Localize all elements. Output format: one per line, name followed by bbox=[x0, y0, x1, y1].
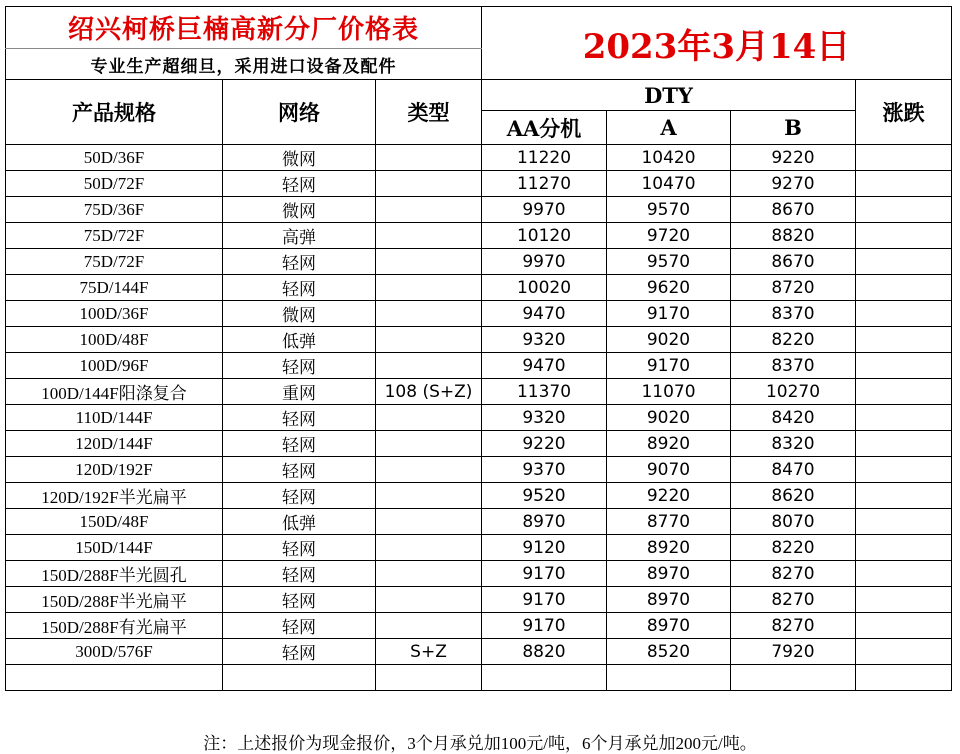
cell-spec: 150D/288F有光扁平 bbox=[6, 613, 223, 639]
cell-type bbox=[376, 145, 482, 171]
cell-price-aa: 8970 bbox=[482, 509, 607, 535]
cell-change bbox=[856, 535, 952, 561]
cell-spec: 150D/48F bbox=[6, 509, 223, 535]
cell-price-b: 8420 bbox=[731, 405, 856, 431]
cell-type bbox=[376, 171, 482, 197]
cell-price-b: 8370 bbox=[731, 353, 856, 379]
cell-price-b: 9220 bbox=[731, 145, 856, 171]
cell-price-aa: 11370 bbox=[482, 379, 607, 405]
cell-price-aa: 9970 bbox=[482, 197, 607, 223]
table-row bbox=[6, 509, 952, 535]
col-header-change: 涨跌 bbox=[856, 80, 952, 145]
cell-price-a: 9170 bbox=[607, 353, 731, 379]
cell-change bbox=[856, 223, 952, 249]
cell-network: 微网 bbox=[223, 197, 376, 223]
cell-network: 轻网 bbox=[223, 431, 376, 457]
empty-cell bbox=[6, 665, 223, 691]
cell-change bbox=[856, 587, 952, 613]
cell-price-aa: 9170 bbox=[482, 613, 607, 639]
cell-price-b: 8220 bbox=[731, 327, 856, 353]
table-row bbox=[6, 275, 952, 301]
cell-spec: 150D/144F bbox=[6, 535, 223, 561]
empty-cell bbox=[376, 665, 482, 691]
cell-spec: 75D/36F bbox=[6, 197, 223, 223]
col-header-aa: AA分机 bbox=[482, 111, 607, 145]
cell-change bbox=[856, 145, 952, 171]
cell-network: 轻网 bbox=[223, 249, 376, 275]
empty-cell bbox=[223, 665, 376, 691]
cell-price-aa: 9320 bbox=[482, 405, 607, 431]
cell-price-aa: 9220 bbox=[482, 431, 607, 457]
empty-cell bbox=[731, 665, 856, 691]
cell-price-aa: 11270 bbox=[482, 171, 607, 197]
cell-price-a: 9720 bbox=[607, 223, 731, 249]
cell-change bbox=[856, 561, 952, 587]
cell-type bbox=[376, 483, 482, 509]
table-row bbox=[6, 587, 952, 613]
cell-network: 轻网 bbox=[223, 171, 376, 197]
cell-type bbox=[376, 457, 482, 483]
cell-spec: 300D/576F bbox=[6, 639, 223, 665]
col-header-b: B bbox=[731, 111, 856, 145]
cell-spec: 120D/192F半光扁平 bbox=[6, 483, 223, 509]
cell-price-aa: 10120 bbox=[482, 223, 607, 249]
table-row bbox=[6, 301, 952, 327]
cell-price-b: 8470 bbox=[731, 457, 856, 483]
cell-price-aa: 9970 bbox=[482, 249, 607, 275]
cell-change bbox=[856, 483, 952, 509]
cell-price-b: 9270 bbox=[731, 171, 856, 197]
cell-price-aa: 9470 bbox=[482, 301, 607, 327]
cell-spec: 50D/36F bbox=[6, 145, 223, 171]
table-row bbox=[6, 535, 952, 561]
cell-type bbox=[376, 353, 482, 379]
table-row bbox=[6, 405, 952, 431]
page-subtitle: 专业生产超细旦，采用进口设备及配件 bbox=[6, 49, 482, 80]
cell-price-b: 8720 bbox=[731, 275, 856, 301]
cell-price-b: 8620 bbox=[731, 483, 856, 509]
cell-price-a: 8970 bbox=[607, 587, 731, 613]
cell-price-b: 8070 bbox=[731, 509, 856, 535]
cell-price-aa: 9120 bbox=[482, 535, 607, 561]
cell-price-a: 8920 bbox=[607, 431, 731, 457]
table-row bbox=[6, 379, 952, 405]
cell-price-a: 9620 bbox=[607, 275, 731, 301]
cell-type bbox=[376, 275, 482, 301]
cell-spec: 150D/288F半光圆孔 bbox=[6, 561, 223, 587]
cell-price-a: 9020 bbox=[607, 327, 731, 353]
cell-price-a: 8970 bbox=[607, 613, 731, 639]
page-title: 绍兴柯桥巨楠高新分厂价格表 bbox=[6, 7, 482, 49]
cell-change bbox=[856, 431, 952, 457]
cell-price-b: 8320 bbox=[731, 431, 856, 457]
cell-price-aa: 11220 bbox=[482, 145, 607, 171]
cell-price-a: 9570 bbox=[607, 249, 731, 275]
table-row bbox=[6, 639, 952, 665]
cell-change bbox=[856, 405, 952, 431]
header-row-1 bbox=[6, 80, 952, 111]
cell-change bbox=[856, 197, 952, 223]
cell-spec: 100D/144F阳涤复合 bbox=[6, 379, 223, 405]
cell-network: 轻网 bbox=[223, 457, 376, 483]
cell-price-b: 8670 bbox=[731, 249, 856, 275]
cell-price-a: 9220 bbox=[607, 483, 731, 509]
cell-change bbox=[856, 639, 952, 665]
cell-price-a: 8770 bbox=[607, 509, 731, 535]
cell-price-aa: 8820 bbox=[482, 639, 607, 665]
cell-network: 轻网 bbox=[223, 639, 376, 665]
cell-change bbox=[856, 171, 952, 197]
cell-price-b: 8670 bbox=[731, 197, 856, 223]
col-header-spec: 产品规格 bbox=[6, 80, 223, 145]
table-row bbox=[6, 223, 952, 249]
cell-network: 轻网 bbox=[223, 587, 376, 613]
cell-network: 重网 bbox=[223, 379, 376, 405]
cell-spec: 150D/288F半光扁平 bbox=[6, 587, 223, 613]
cell-change bbox=[856, 613, 952, 639]
cell-price-aa: 10020 bbox=[482, 275, 607, 301]
cell-spec: 75D/144F bbox=[6, 275, 223, 301]
cell-change bbox=[856, 353, 952, 379]
cell-network: 低弹 bbox=[223, 327, 376, 353]
cell-price-aa: 9370 bbox=[482, 457, 607, 483]
col-header-network: 网络 bbox=[223, 80, 376, 145]
cell-type bbox=[376, 223, 482, 249]
table-row bbox=[6, 431, 952, 457]
cell-price-aa: 9170 bbox=[482, 587, 607, 613]
cell-price-aa: 9470 bbox=[482, 353, 607, 379]
cell-change bbox=[856, 327, 952, 353]
price-sheet bbox=[5, 6, 952, 691]
col-header-dty: DTY bbox=[482, 80, 856, 111]
cell-price-b: 8270 bbox=[731, 613, 856, 639]
cell-price-a: 9570 bbox=[607, 197, 731, 223]
cell-price-a: 9170 bbox=[607, 301, 731, 327]
title-row bbox=[6, 7, 952, 49]
cell-price-b: 8220 bbox=[731, 535, 856, 561]
cell-price-a: 8520 bbox=[607, 639, 731, 665]
cell-price-b: 8270 bbox=[731, 587, 856, 613]
empty-row bbox=[6, 665, 952, 691]
cell-price-a: 9020 bbox=[607, 405, 731, 431]
col-header-type: 类型 bbox=[376, 80, 482, 145]
cell-network: 低弹 bbox=[223, 509, 376, 535]
empty-cell bbox=[607, 665, 731, 691]
table-row bbox=[6, 613, 952, 639]
cell-price-b: 10270 bbox=[731, 379, 856, 405]
cell-type bbox=[376, 613, 482, 639]
cell-network: 轻网 bbox=[223, 353, 376, 379]
table-row bbox=[6, 561, 952, 587]
price-table bbox=[5, 6, 952, 691]
cell-type bbox=[376, 327, 482, 353]
footer-note: 注：上述报价为现金报价，3个月承兑加100元/吨，6个月承兑加200元/吨。 bbox=[203, 734, 757, 753]
cell-spec: 120D/144F bbox=[6, 431, 223, 457]
cell-type: S+Z bbox=[376, 639, 482, 665]
cell-spec: 100D/96F bbox=[6, 353, 223, 379]
cell-price-a: 8970 bbox=[607, 561, 731, 587]
cell-network: 轻网 bbox=[223, 405, 376, 431]
cell-price-aa: 9320 bbox=[482, 327, 607, 353]
table-row bbox=[6, 327, 952, 353]
cell-type bbox=[376, 535, 482, 561]
cell-change bbox=[856, 457, 952, 483]
cell-network: 轻网 bbox=[223, 275, 376, 301]
table-row bbox=[6, 483, 952, 509]
cell-network: 轻网 bbox=[223, 535, 376, 561]
table-row bbox=[6, 197, 952, 223]
cell-price-b: 7920 bbox=[731, 639, 856, 665]
cell-type bbox=[376, 249, 482, 275]
cell-change bbox=[856, 249, 952, 275]
cell-price-a: 10420 bbox=[607, 145, 731, 171]
cell-change bbox=[856, 509, 952, 535]
price-date: 2023年3月14日 bbox=[482, 7, 952, 80]
cell-type bbox=[376, 197, 482, 223]
cell-spec: 75D/72F bbox=[6, 249, 223, 275]
cell-price-b: 8820 bbox=[731, 223, 856, 249]
cell-type bbox=[376, 405, 482, 431]
cell-price-a: 10470 bbox=[607, 171, 731, 197]
cell-change bbox=[856, 275, 952, 301]
cell-change bbox=[856, 379, 952, 405]
table-row bbox=[6, 353, 952, 379]
cell-change bbox=[856, 301, 952, 327]
cell-price-a: 9070 bbox=[607, 457, 731, 483]
cell-type bbox=[376, 301, 482, 327]
cell-type bbox=[376, 561, 482, 587]
empty-cell bbox=[482, 665, 607, 691]
cell-spec: 110D/144F bbox=[6, 405, 223, 431]
cell-network: 微网 bbox=[223, 301, 376, 327]
cell-price-a: 11070 bbox=[607, 379, 731, 405]
table-row bbox=[6, 457, 952, 483]
cell-network: 轻网 bbox=[223, 561, 376, 587]
cell-price-aa: 9520 bbox=[482, 483, 607, 509]
cell-price-a: 8920 bbox=[607, 535, 731, 561]
cell-type bbox=[376, 587, 482, 613]
cell-price-aa: 9170 bbox=[482, 561, 607, 587]
empty-cell bbox=[856, 665, 952, 691]
cell-network: 微网 bbox=[223, 145, 376, 171]
cell-price-b: 8270 bbox=[731, 561, 856, 587]
cell-price-b: 8370 bbox=[731, 301, 856, 327]
cell-network: 轻网 bbox=[223, 483, 376, 509]
cell-spec: 50D/72F bbox=[6, 171, 223, 197]
table-row bbox=[6, 145, 952, 171]
cell-spec: 100D/48F bbox=[6, 327, 223, 353]
cell-network: 轻网 bbox=[223, 613, 376, 639]
cell-spec: 120D/192F bbox=[6, 457, 223, 483]
col-header-a: A bbox=[607, 111, 731, 145]
cell-network: 高弹 bbox=[223, 223, 376, 249]
cell-type bbox=[376, 431, 482, 457]
cell-type: 108 (S+Z) bbox=[376, 379, 482, 405]
table-row bbox=[6, 171, 952, 197]
table-row bbox=[6, 249, 952, 275]
cell-spec: 100D/36F bbox=[6, 301, 223, 327]
cell-spec: 75D/72F bbox=[6, 223, 223, 249]
cell-type bbox=[376, 509, 482, 535]
